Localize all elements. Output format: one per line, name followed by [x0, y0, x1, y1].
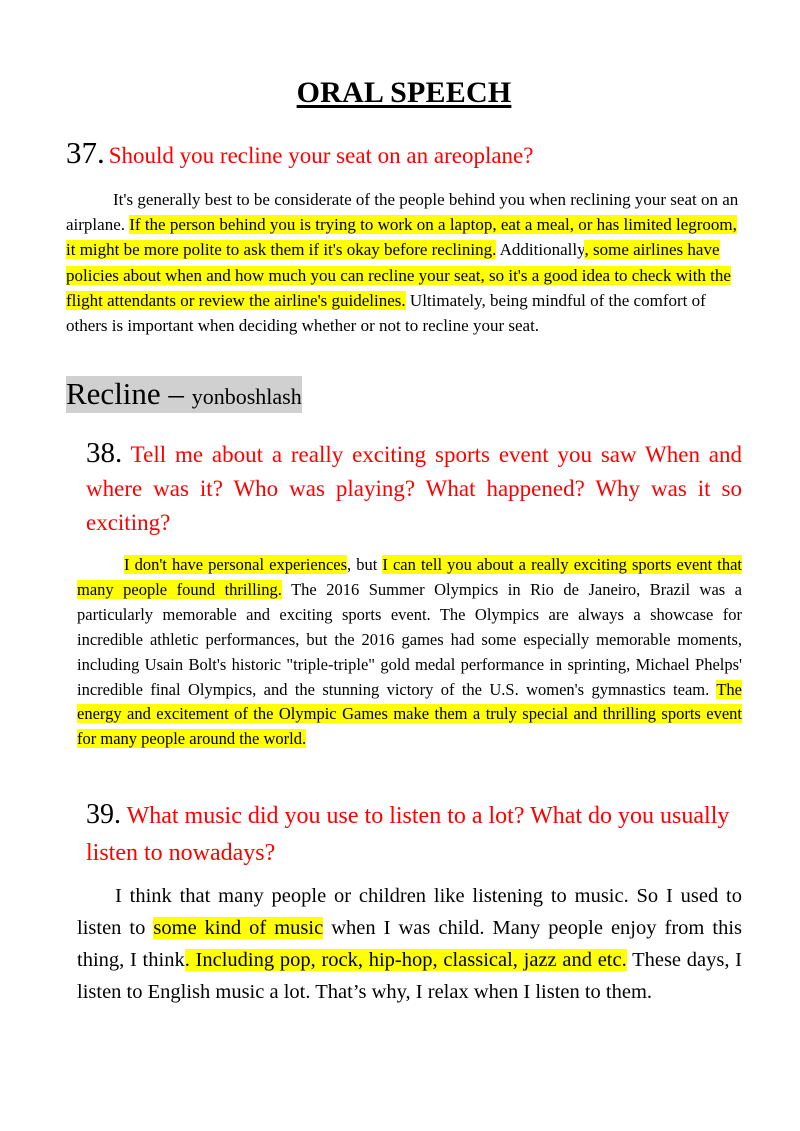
page-title: ORAL SPEECH [296, 76, 512, 109]
question-number: 38. [86, 437, 123, 469]
question-text: What music did you use to listen to a lot? What do you usually listen to nowadays? [86, 803, 730, 866]
vocabulary-word: Recline – [66, 376, 192, 411]
highlighted-segment: I can tell you about a really exciting sports event that many people found thrilling. [77, 555, 742, 599]
highlighted-segment: , some airlines have policies about when and how much you can recline your seat, so it's a good idea to check with the flight attendants or review the airline's guidelines. [66, 240, 731, 310]
answer-39-paragraph [77, 880, 742, 1008]
answer-segment: These days, I listen to English music a lot. That’s why, I relax when I listen to them. [77, 949, 743, 1003]
question-text: Should you recline your seat on an areoplane? [108, 143, 534, 168]
answer-segment: Additionally [496, 240, 585, 260]
highlighted-segment: The energy and excitement of the Olympic Games make them a truly special and thrilling sports event for many people around the world. [77, 679, 742, 749]
question-text: Tell me about a really exciting sports event you saw When and where was it? Who was playing? What happened? Why was it so exciting? [86, 442, 742, 535]
highlighted-segment: . Including pop, rock, hip-hop, classical, jazz and etc. [184, 949, 627, 971]
answer-38-paragraph [77, 553, 742, 752]
question-number: 39. [86, 799, 121, 830]
answer-segment: , but [347, 555, 383, 574]
question-39-heading [86, 796, 746, 872]
highlighted-segment: If the person behind you is trying to work on a laptop, eat a meal, or has limited legroom, it might be more polite to ask them if it's okay before reclining. [66, 215, 737, 260]
answer-segment: It's generally best to be considerate of the people behind you when reclining your seat on an airplane. [66, 190, 739, 235]
question-37-heading [66, 134, 756, 171]
vocabulary-note [66, 376, 302, 413]
answer-segment: I think that many people or children like listening to music. So I used to listen to [77, 885, 742, 939]
vocabulary-translation: yonboshlash [191, 384, 302, 409]
answer-37-paragraph [66, 187, 744, 338]
answer-segment: The 2016 Summer Olympics in Rio de Janeiro, Brazil was a particularly memorable and exciting sports event. The Olympics are always a showcase for incredible athletic performances, but the 2016 games had some especially memorable moments, including Usain Bolt's historic "triple-triple" gold medal performance in sprinting, Michael Phelps' incredible final Olympics, and the stunning victory of the U.S. women's gymnastics team. [77, 579, 742, 699]
answer-segment: when I was child. Many people enjoy from this thing, I think [77, 917, 742, 971]
question-number: 37. [66, 135, 105, 170]
highlighted-segment: I don't have personal experiences [124, 555, 348, 574]
question-38-heading [86, 436, 742, 540]
highlighted-segment: some kind of music [153, 917, 324, 939]
answer-segment: Ultimately, being mindful of the comfort of others is important when deciding whether or not to recline your seat. [66, 290, 706, 336]
